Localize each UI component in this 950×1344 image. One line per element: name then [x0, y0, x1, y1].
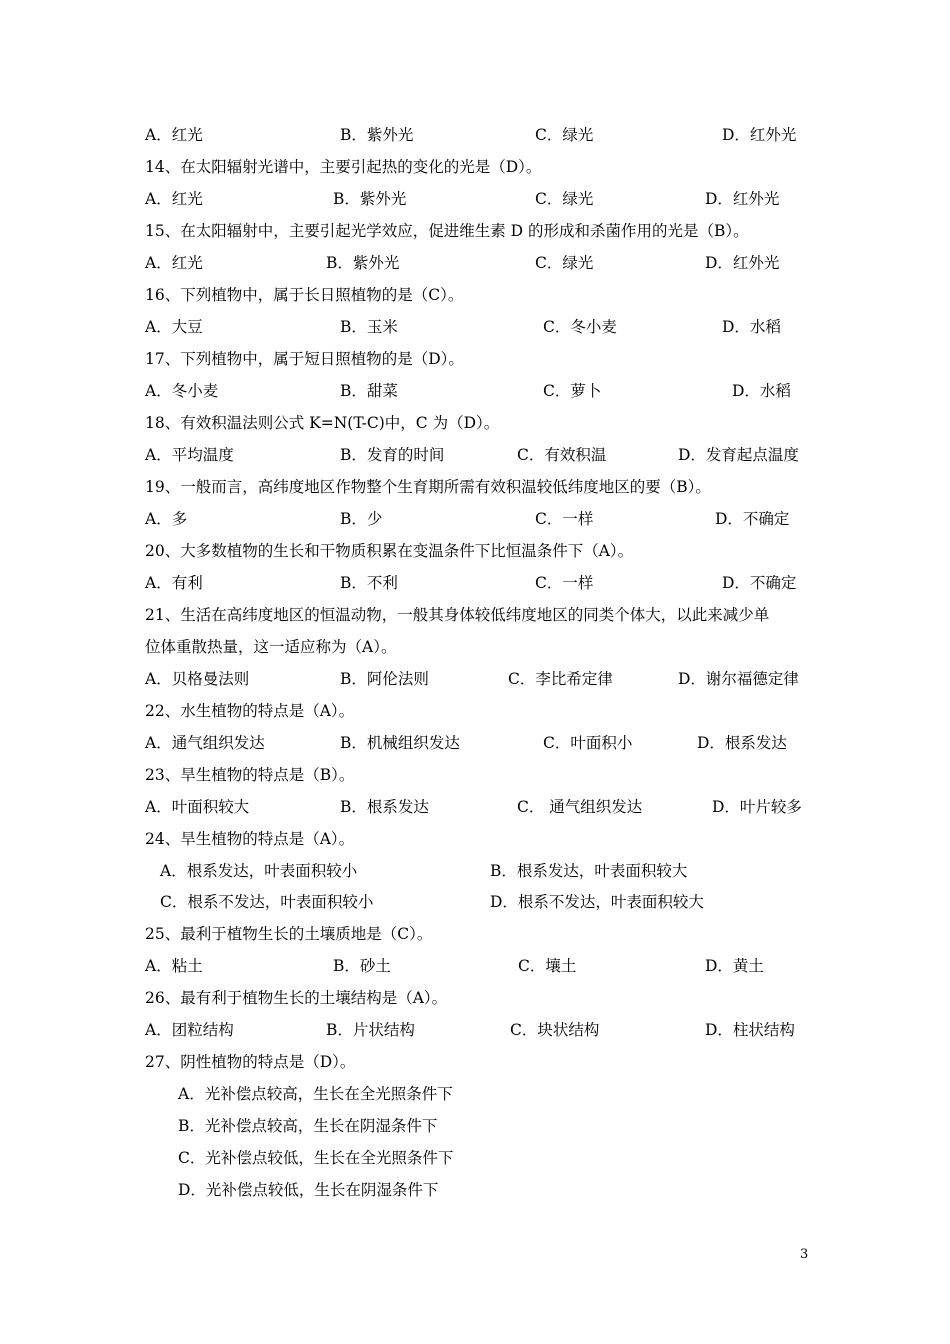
- option-text: C．叶面积小: [543, 734, 633, 752]
- option-text: B．根系发达，叶表面积较大: [490, 862, 688, 880]
- question-line: [0, 1142, 950, 1174]
- option-text: C．根系不发达，叶表面积较小: [160, 893, 374, 911]
- option-text: A．多: [145, 510, 188, 528]
- options-line: [0, 855, 950, 887]
- option-text: B．阿伦法则: [340, 670, 429, 688]
- option-text: D．柱状结构: [705, 1021, 795, 1039]
- question-text: 25、最利于植物生长的土壤质地是（C）。: [145, 925, 433, 943]
- options-line: [0, 567, 950, 599]
- question-line: [0, 151, 950, 183]
- page-number: 3: [800, 1247, 809, 1262]
- option-text: B．甜菜: [340, 382, 398, 400]
- options-line: [0, 439, 950, 471]
- options-line: [0, 791, 950, 823]
- option-text: D．黄土: [705, 957, 764, 975]
- option-text: D．根系不发达，叶表面积较大: [490, 893, 704, 911]
- option-text: D．不确定: [722, 574, 797, 592]
- question-text: 位体重散热量，这一适应称为（A）。: [145, 638, 397, 656]
- option-text: C．一样: [535, 574, 594, 592]
- question-text: C．光补偿点较低，生长在全光照条件下: [178, 1149, 454, 1167]
- question-line: [0, 471, 950, 503]
- question-text: 14、在太阳辐射光谱中，主要引起热的变化的光是（D）。: [145, 158, 542, 176]
- question-text: 27、阴性植物的特点是（D）。: [145, 1053, 356, 1071]
- option-text: C．绿光: [535, 126, 594, 144]
- options-line: [0, 727, 950, 759]
- question-line: [0, 1078, 950, 1110]
- question-line: [0, 918, 950, 950]
- question-text: 26、最有利于植物生长的土壤结构是（A）。: [145, 989, 448, 1007]
- option-text: C． 通气组织发达: [517, 798, 643, 816]
- question-line: [0, 823, 950, 855]
- option-text: C．萝卜: [543, 382, 602, 400]
- option-text: A．团粒结构: [145, 1021, 234, 1039]
- option-text: D．红外光: [722, 126, 797, 144]
- option-text: B．根系发达: [340, 798, 429, 816]
- option-text: C．绿光: [535, 190, 594, 208]
- option-text: A．红光: [145, 254, 203, 272]
- option-text: D．根系发达: [697, 734, 787, 752]
- option-text: A．冬小麦: [145, 382, 219, 400]
- option-text: B．片状结构: [326, 1021, 415, 1039]
- question-text: D．光补偿点较低，生长在阴湿条件下: [178, 1181, 439, 1199]
- option-text: A．平均温度: [145, 446, 234, 464]
- option-text: C．李比希定律: [508, 670, 613, 688]
- options-line: [0, 663, 950, 695]
- option-text: D．发育起点温度: [678, 446, 799, 464]
- options-line: [0, 950, 950, 982]
- option-text: D．叶片较多: [712, 798, 802, 816]
- option-text: B．砂土: [333, 957, 391, 975]
- question-line: [0, 1046, 950, 1078]
- option-text: A．有利: [145, 574, 203, 592]
- option-text: D．水稻: [722, 318, 781, 336]
- option-text: A．叶面积较大: [145, 798, 250, 816]
- option-text: B．少: [340, 510, 383, 528]
- option-text: C．冬小麦: [543, 318, 617, 336]
- question-text: 22、水生植物的特点是（A）。: [145, 702, 355, 720]
- option-text: A．根系发达，叶表面积较小: [160, 862, 358, 880]
- option-text: D．红外光: [705, 254, 780, 272]
- options-line: [0, 886, 950, 918]
- option-text: C．有效积温: [517, 446, 607, 464]
- question-text: B．光补偿点较高，生长在阴湿条件下: [178, 1117, 438, 1135]
- question-line: [0, 759, 950, 791]
- option-text: D．不确定: [715, 510, 790, 528]
- option-text: A．贝格曼法则: [145, 670, 250, 688]
- option-text: B．机械组织发达: [340, 734, 460, 752]
- option-text: B．发育的时间: [340, 446, 445, 464]
- option-text: D．谢尔福德定律: [678, 670, 799, 688]
- question-text: 18、有效积温法则公式 K=N(T-C)中，C 为（D）。: [145, 414, 500, 432]
- question-line: [0, 343, 950, 375]
- option-text: A．粘土: [145, 957, 203, 975]
- question-text: 15、在太阳辐射中，主要引起光学效应，促进维生素 D 的形成和杀菌作用的光是（B）。: [145, 222, 749, 240]
- question-line: [0, 695, 950, 727]
- question-line: [0, 279, 950, 311]
- options-line: [0, 375, 950, 407]
- option-text: C．块状结构: [510, 1021, 600, 1039]
- question-line: [0, 535, 950, 567]
- question-text: 20、大多数植物的生长和干物质积累在变温条件下比恒温条件下（A）。: [145, 542, 634, 560]
- question-line: [0, 1174, 950, 1206]
- options-line: [0, 119, 950, 151]
- question-text: 24、旱生植物的特点是（A）。: [145, 830, 355, 848]
- question-text: 16、下列植物中，属于长日照植物的是（C）。: [145, 286, 464, 304]
- question-text: A．光补偿点较高，生长在全光照条件下: [178, 1085, 453, 1103]
- option-text: B．不利: [340, 574, 398, 592]
- question-text: 17、下列植物中，属于短日照植物的是（D）。: [145, 350, 464, 368]
- option-text: B．玉米: [340, 318, 398, 336]
- question-text: 21、生活在高纬度地区的恒温动物，一般其身体较低纬度地区的同类个体大，以此来减少单: [145, 606, 770, 624]
- option-text: A．红光: [145, 190, 203, 208]
- question-line: [0, 599, 950, 631]
- option-text: A．通气组织发达: [145, 734, 265, 752]
- option-text: C．一样: [535, 510, 594, 528]
- option-text: D．红外光: [705, 190, 780, 208]
- question-line: [0, 631, 950, 663]
- options-line: [0, 503, 950, 535]
- question-line: [0, 407, 950, 439]
- question-text: 19、一般而言，高纬度地区作物整个生育期所需有效积温较低纬度地区的要（B）。: [145, 478, 711, 496]
- options-line: [0, 247, 950, 279]
- option-text: C．绿光: [535, 254, 594, 272]
- option-text: B．紫外光: [326, 254, 400, 272]
- question-text: 23、旱生植物的特点是（B）。: [145, 766, 355, 784]
- options-line: [0, 183, 950, 215]
- options-line: [0, 1014, 950, 1046]
- option-text: A．大豆: [145, 318, 203, 336]
- option-text: B．紫外光: [333, 190, 407, 208]
- question-line: [0, 982, 950, 1014]
- option-text: B．紫外光: [340, 126, 414, 144]
- question-line: [0, 1110, 950, 1142]
- options-line: [0, 311, 950, 343]
- question-line: [0, 215, 950, 247]
- option-text: A．红光: [145, 126, 203, 144]
- option-text: D．水稻: [732, 382, 791, 400]
- option-text: C．壤土: [518, 957, 577, 975]
